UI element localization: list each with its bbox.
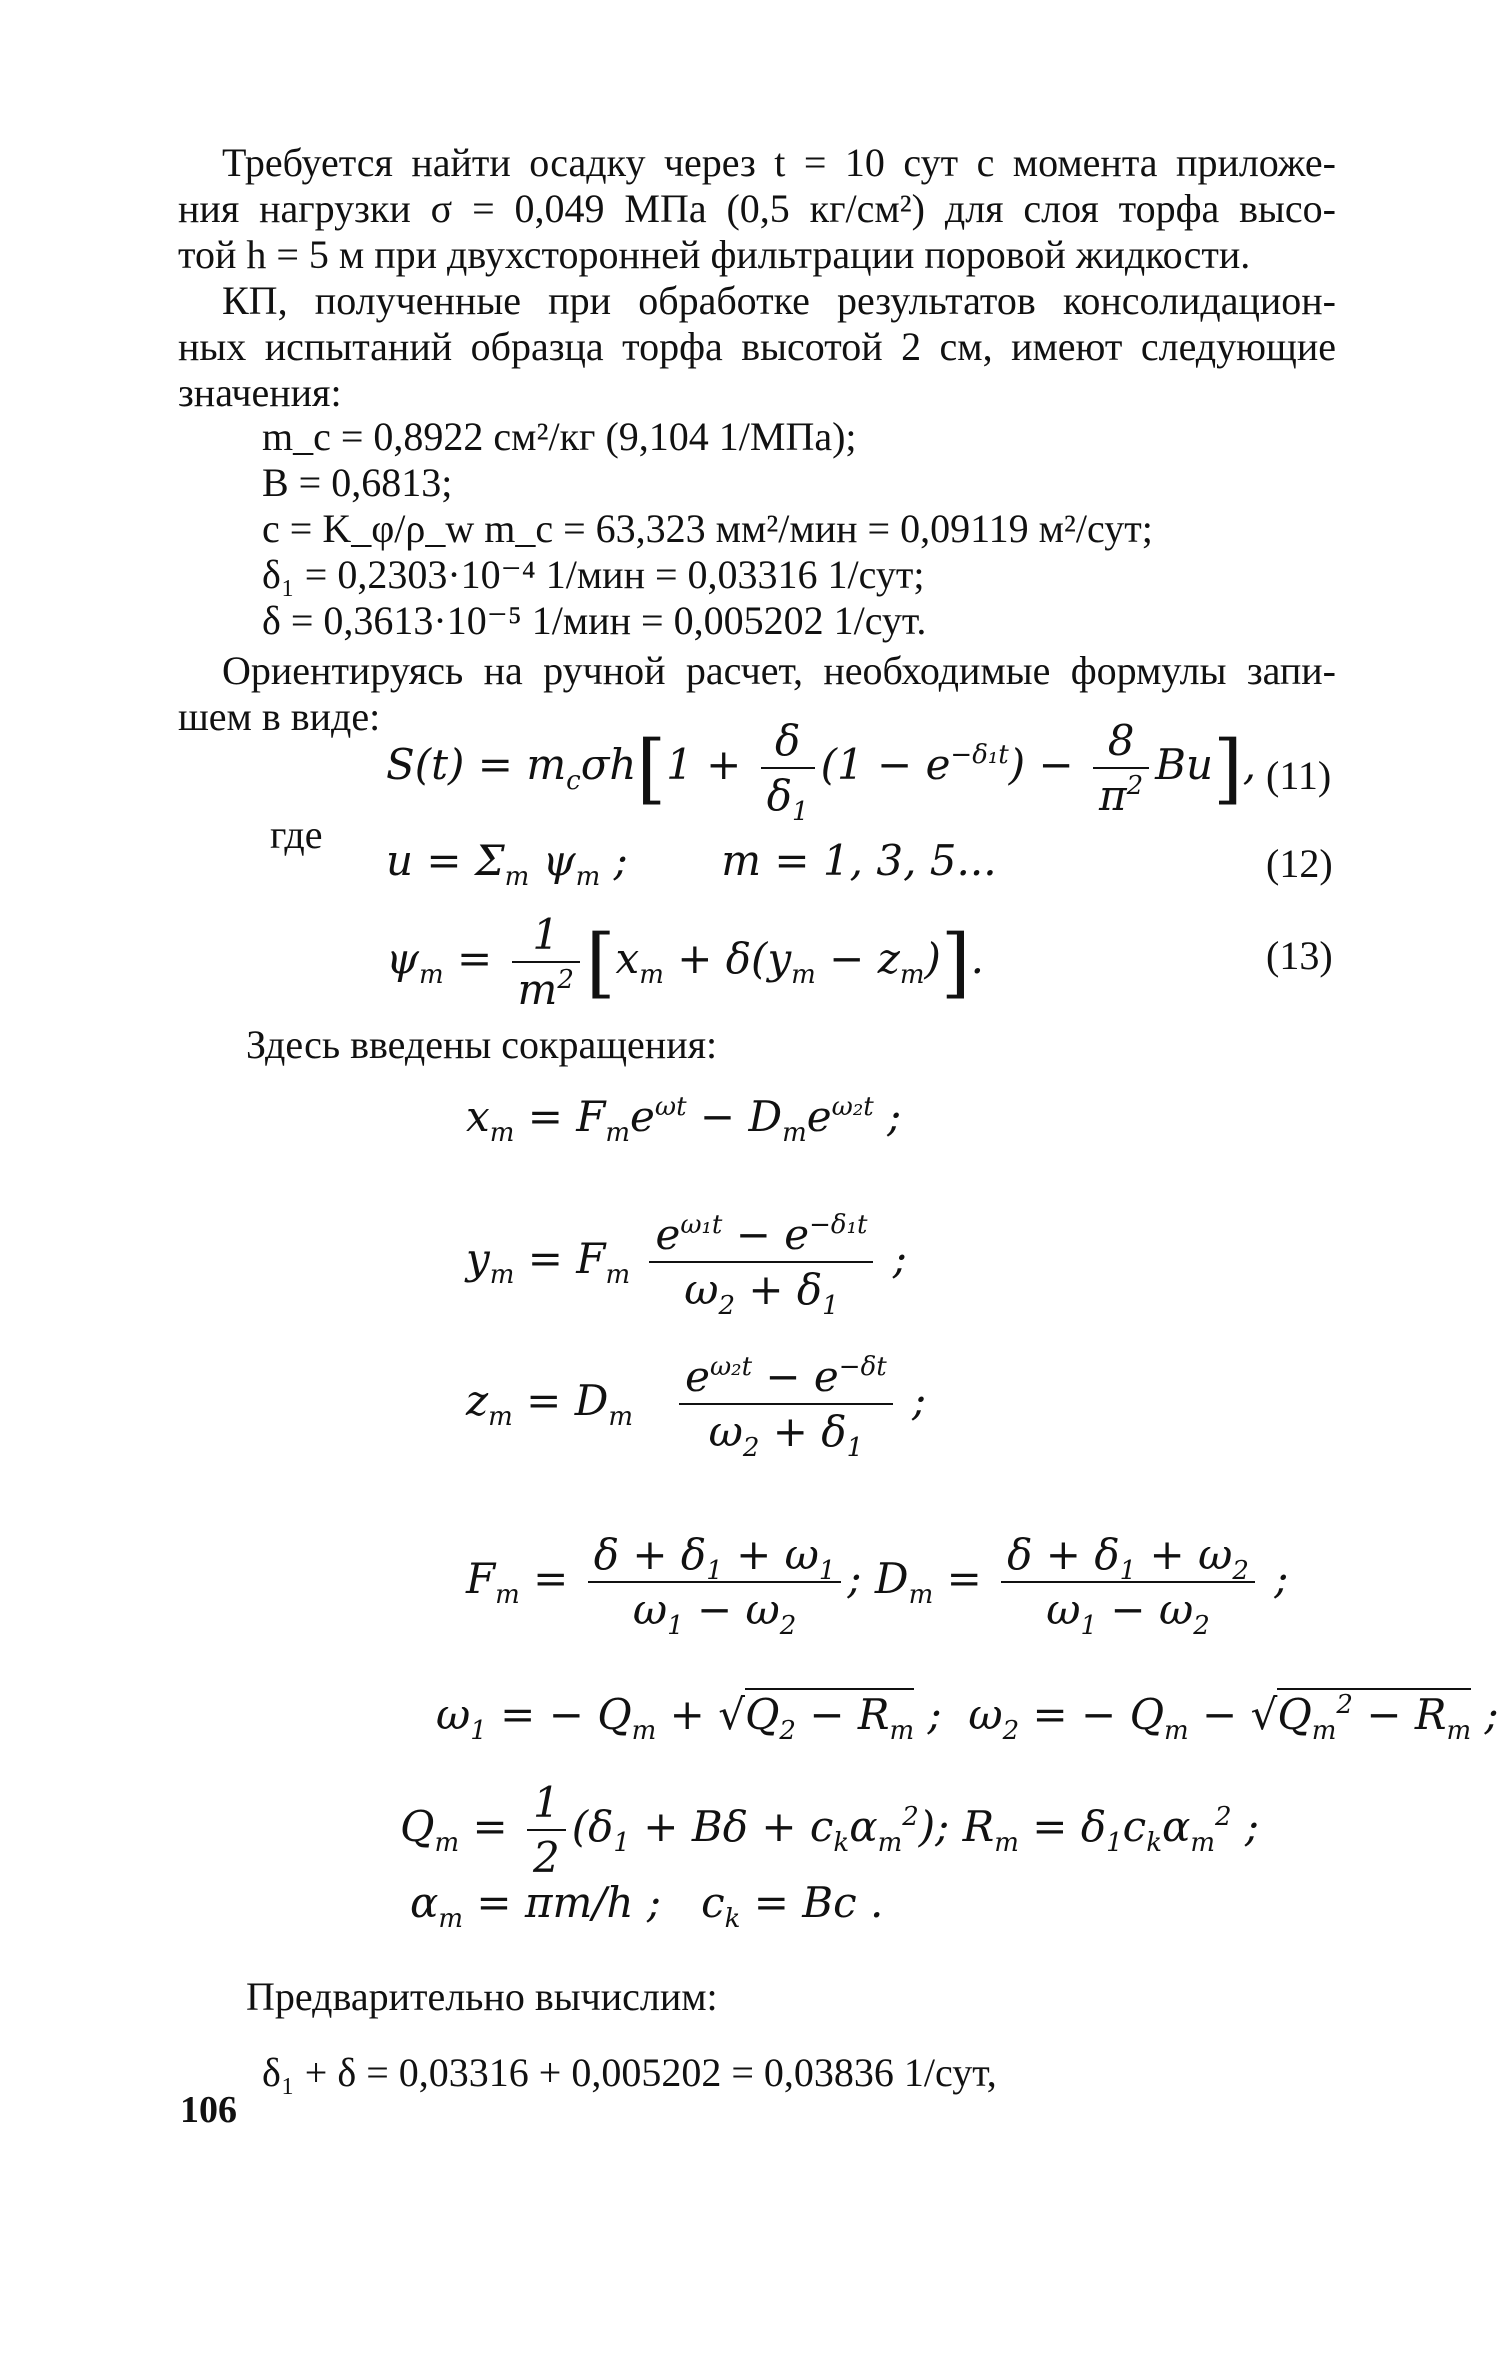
prelim-label: Предварительно вычислим:: [246, 1974, 718, 2019]
equation-13: $\psi_m$ = $\frac{1}{m^2}$ $[x_m + \delta(y_m - z_m)]$.: [386, 910, 984, 1014]
p2-line-1: КП, полученные при обработке результатов консолидацион-: [222, 278, 1336, 323]
formula-omega: $\omega_1$ = − $Q_m + √Q_2 - R_m$ ; $\omega_2$ = − $Q_m - √Q_m^2 - R_m$ ;: [436, 1690, 1499, 1746]
where-label: где: [270, 812, 323, 857]
equation-number-11: (11): [1266, 753, 1332, 798]
value-delta1: δ₁ = 0,2303·10⁻⁴ 1/мин = 0,03316 1/сут;: [262, 552, 925, 597]
value-delta: δ = 0,3613·10⁻⁵ 1/мин = 0,005202 1/сут.: [262, 598, 927, 643]
equation-number-12: (12): [1266, 841, 1333, 886]
formula-y: $y_m = F_m$ $\frac{e^{\omega_1t} - e^{-\delta_1t}}{\omega_2 + \delta_1}$ ;: [466, 1210, 907, 1321]
p3-line-2: шем в виде:: [178, 694, 381, 739]
p1-line-3: той h = 5 м при двухсторонней фильтрации поровой жидкости.: [178, 232, 1251, 277]
final-calculation: δ₁ + δ = 0,03316 + 0,005202 = 0,03836 1/сут,: [262, 2050, 997, 2095]
formula-qr: $Q_m$ = $\frac{1}{2}$ $(\delta_1 + B\delta + c_k\alpha_m^2)$; $R_m = \delta_1c_k\alpha_m^2$ ;: [400, 1778, 1260, 1882]
value-b: B = 0,6813;: [262, 460, 453, 505]
p3-line-1: Ориентируясь на ручной расчет, необходимые формулы запи-: [222, 648, 1336, 693]
formula-alpha: $\alpha_m = \pi m/h$ ; $c_k = Bc$ .: [410, 1878, 884, 1934]
formula-fd: $F_m$ = $\frac{\delta + \delta_1 + \omega_1}{\omega_1 - \omega_2}$ ; $D_m$ = $\frac{\delta + \delta_1 + \omega_2}{\omega_1 - \omega_2}$ ;: [466, 1530, 1289, 1641]
p1-line-2: ния нагрузки σ = 0,049 МПа (0,5 кг/см²) для слоя торфа высо-: [178, 186, 1336, 231]
equation-11: $S(t) = m_c\sigma h[1$ + $\frac{\delta}{\delta_1}$ $(1 - e^{-\delta_1t})$ − $\frac{8}{\pi^2}$ Bu],: [386, 716, 1257, 827]
p2-line-3: значения:: [178, 370, 342, 415]
formula-x: $x_m = F_me^{\omega t} - D_me^{\omega_2t}$ ;: [466, 1092, 902, 1148]
equation-12: $u = \Sigma_m$ $\psi_m$ ; m = 1, 3, 5...: [386, 836, 997, 892]
value-c: c = K_φ/ρ_w m_c = 63,323 мм²/мин = 0,09119 м²/сут;: [262, 506, 1153, 551]
formula-z: $z_m = D_m$ $\frac{e^{\omega_2t} - e^{-\delta t}}{\omega_2 + \delta_1}$ ;: [466, 1352, 927, 1463]
p1-line-1: Требуется найти осадку через t = 10 сут с момента приложе-: [222, 140, 1336, 185]
page-number: 106: [180, 2089, 237, 2131]
abbrev-label: Здесь введены сокращения:: [246, 1022, 718, 1067]
value-mc: m_c = 0,8922 см²/кг (9,104 1/МПа);: [262, 414, 857, 459]
p2-line-2: ных испытаний образца торфа высотой 2 см, имеют следующие: [178, 324, 1336, 369]
equation-number-13: (13): [1266, 933, 1333, 978]
